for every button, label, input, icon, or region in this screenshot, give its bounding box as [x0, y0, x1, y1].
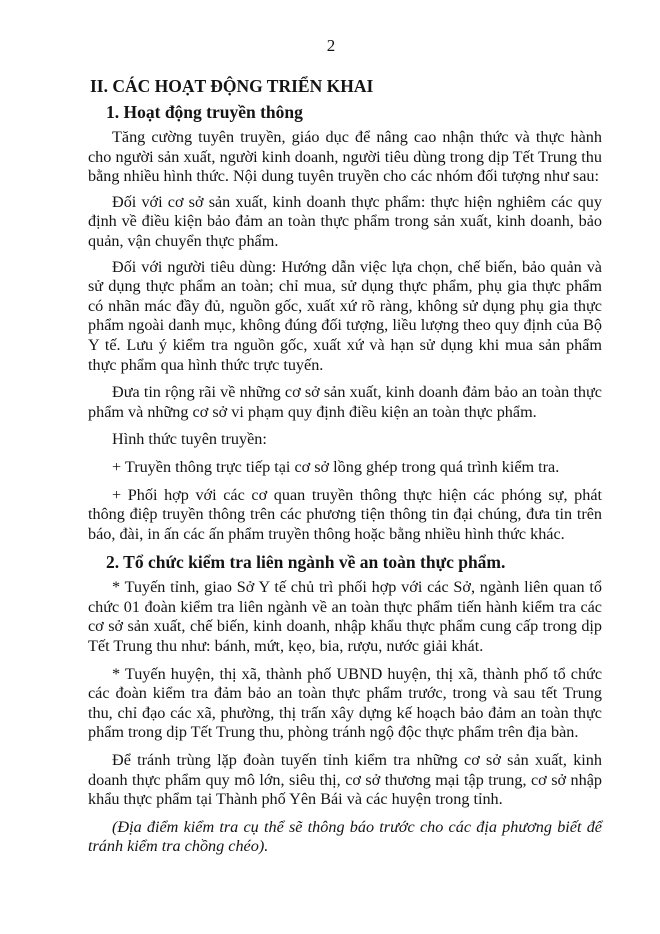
paragraph: Đối với cơ sở sản xuất, kinh doanh thực phẩm: thực hiện nghiêm các quy định về điều kiện bảo đảm an toàn thực phẩm trong sản xuất, kinh doanh, bảo quản, vận chuyển thực phẩm.: [88, 192, 602, 250]
paragraph: Hình thức tuyên truyền:: [112, 430, 267, 449]
subsection-2-title: 2. Tổ chức kiểm tra liên ngành về an toàn thực phẩm.: [106, 552, 506, 573]
paragraph: Đối với người tiêu dùng: Hướng dẫn việc lựa chọn, chế biến, bảo quản và sử dụng thực phẩm an toàn; chỉ mua, sử dụng thực phẩm, phụ gia thực phẩm có nhãn mác đầy đủ, nguồn gốc, xuất xứ rõ ràng, không sử dụng phụ gia thực phẩm ngoài danh mục, không đúng đối tượng, liều lượng theo quy định của Bộ Y tế. Lưu ý kiểm tra nguồn gốc, xuất xứ và hạn sử dụng khi mua sản phẩm thực phẩm qua hình thức trực tuyến.: [88, 257, 602, 374]
page-number: 2: [326, 36, 336, 55]
section-title: II. CÁC HOẠT ĐỘNG TRIỂN KHAI: [90, 76, 374, 96]
paragraph: Đưa tin rộng rãi về những cơ sở sản xuất, kinh doanh đảm bảo an toàn thực phẩm và những cơ sở vi phạm quy định điều kiện an toàn thực phẩm.: [88, 383, 602, 421]
paragraph: * Tuyến tỉnh, giao Sở Y tế chủ trì phối hợp với các Sở, ngành liên quan tổ chức 01 đoàn kiểm tra liên ngành về an toàn thực phẩm tiến hành kiểm tra các cơ sở sản xuất, chế biến, kinh doanh, nhập khẩu thực phẩm cung cấp trong dịp Tết Trung thu như: bánh, mứt, kẹo, bia, rượu, nước giải khát.: [88, 578, 602, 656]
paragraph: + Truyền thông trực tiếp tại cơ sở lồng ghép trong quá trình kiểm tra.: [112, 457, 560, 476]
paragraph-note: (Địa điểm kiểm tra cụ thể sẽ thông báo trước cho các địa phương biết để tránh kiểm tra chồng chéo).: [88, 817, 602, 856]
paragraph: Để tránh trùng lặp đoàn tuyến tỉnh kiểm tra những cơ sở sản xuất, kinh doanh thực phẩm quy mô lớn, siêu thị, cơ sở thương mại tập trung, cơ sở nhập khẩu thực phẩm tại Thành phố Yên Bái và các huyện trong tỉnh.: [88, 751, 602, 809]
paragraph: * Tuyến huyện, thị xã, thành phố UBND huyện, thị xã, thành phố tổ chức các đoàn kiểm tra đảm bảo an toàn thực phẩm trước, trong và sau tết Trung thu, chỉ đạo các xã, phường, thị trấn xây dựng kế hoạch bảo đảm an toàn thực phẩm trong dịp Tết Trung thu, phòng tránh ngộ độc thực phẩm trên địa bàn.: [88, 664, 602, 742]
paragraph: Tăng cường tuyên truyền, giáo dục để nâng cao nhận thức và thực hành cho người sản xuất, người kinh doanh, người tiêu dùng trong dịp Tết Trung thu bằng nhiều hình thức. Nội dung tuyên truyền cho các nhóm đối tượng như sau:: [88, 128, 602, 186]
subsection-1-title: 1. Hoạt động truyền thông: [106, 102, 303, 122]
paragraph: + Phối hợp với các cơ quan truyền thông thực hiện các phóng sự, phát thông điệp truyền thông trên các phương tiện thông tin đại chúng, đưa tin trên báo, đài, in ấn các ấn phẩm truyền thông hoặc bằng nhiều hình thức khác.: [88, 485, 602, 543]
